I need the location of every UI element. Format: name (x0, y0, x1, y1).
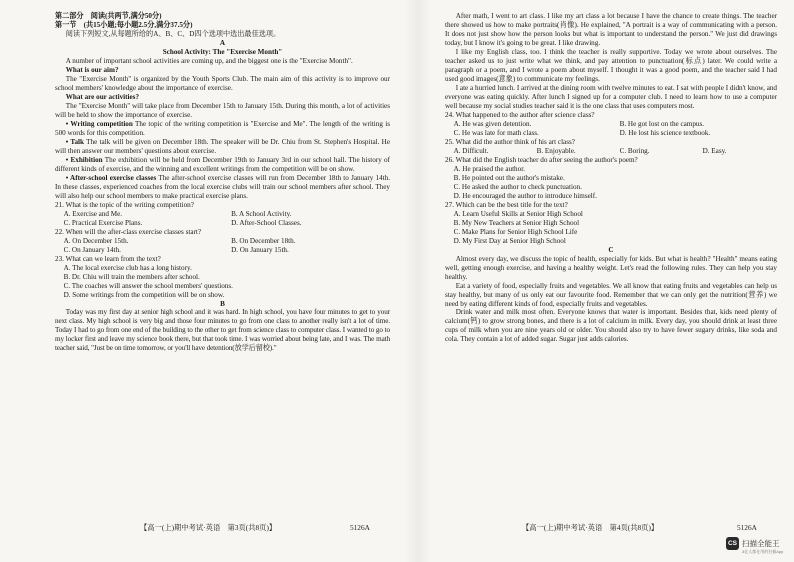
activity-text: The topic of the writing competition is "Exercise and Me". The length of the writing is 500 words for this competition. (55, 119, 390, 137)
passage-c-label: C (608, 245, 614, 254)
page-code-left: 5126A (350, 523, 370, 532)
paragraph: I like my English class, too. I think the teacher is really supportive. Today we wrote about ourselves. The teacher asked us to just write what we think, and pay attention to punctuation(标点) later. We could write a paragraph or a poem, and I wrote a poem about myself. I thought it was a good poem, and the teacher said I had used good images(意象) to communicate my feelings. (445, 47, 777, 83)
paragraph: Today was my first day at senior high school and it was hard. In high school, you have four minutes to get to your next class. My high school is very big and those four minutes to go from one class to another really isn't a lot of time. Today I had to go from one end of the building to the other to get from science class to computer class. I wanted to go to my locker first and leave my science book there, but that took time. I was worried about being late, and I was. The math teacher said, "Just be on time tomorrow, or you'll have detention(放学后留校)." (55, 308, 390, 353)
option: A. He was given detention. (453, 119, 532, 128)
option: B. My New Teachers at Senior High School (453, 218, 580, 227)
question-24: 24. What happened to the author after science class? (445, 110, 595, 119)
option: D. On January 15th. (231, 245, 289, 254)
option: D. He lost his science textbook. (619, 128, 711, 137)
option: C. Boring. (619, 146, 650, 155)
option: B. Dr. Chiu will train the members after school. (63, 272, 200, 281)
question-22-options (55, 237, 390, 255)
option: A. On December 15th. (63, 236, 129, 245)
option: A. The local exercise club has a long history. (63, 263, 192, 272)
page-footer-right: 【高一(上)期中考试·英语 第4页(共8页)】 (522, 523, 659, 532)
option: C. The coaches will answer the school members' questions. (63, 281, 233, 290)
option: B. He pointed out the author's mistake. (453, 173, 565, 182)
option: C. He was late for math class. (453, 128, 539, 137)
passage-b-label: B (220, 299, 225, 308)
activity-label: • Writing competition (65, 119, 133, 128)
activity-label: • Talk (65, 137, 84, 146)
option: B. He got lost on the campus. (619, 119, 705, 128)
activity-item (55, 138, 390, 156)
option: C. Make Plans for Senior High School Life (453, 227, 578, 236)
page-gutter (405, 0, 431, 562)
paragraph: I ate a hurried lunch. I arrived at the dining room with twelve minutes to eat. I sat with people I didn't know, and everyone was eating quickly. After lunch I signed up for a computer club. I need to learn how to use a computer well because my social studies teacher said it is the one class that uses computers most. (445, 83, 777, 110)
passage-a-label: A (219, 38, 226, 47)
option: D. Easy. (702, 146, 727, 155)
paragraph: Almost every day, we discuss the topic of health, especially for kids. But what is health? "Health" means eating well, getting enough exercise, and having a healthy weight. Let's read the following rules. They can help you stay healthy. (445, 254, 777, 281)
page-footer-left: 【高一(上)期中考试·英语 第3页(共8页)】 (140, 523, 277, 532)
scanner-name: 扫描全能王 (742, 539, 780, 548)
question-21-options (55, 210, 390, 228)
option: C. On January 14th. (63, 245, 121, 254)
option: C. He asked the author to check punctuation. (453, 182, 582, 191)
question-24-options (445, 120, 777, 138)
activity-text: The exhibition will be held from December 19th to January 3rd in our school hall. The history of different kinds of exercise, and the winning and excellent writings from the competition will be on show. (55, 155, 391, 173)
paragraph: Drink water and milk most often. Everyone knows that water is important. Besides that, kids need plenty of calcium(钙) to grow strong bones, and there is a lot of calcium in milk. Every day, you should drink at least three cups of milk when you are nine years old or older. You should also try to have fewer sugary drinks, like soda and cola. They contain a lot of added sugar. Sugar just adds calories. (445, 308, 777, 344)
option: A. Difficult. (453, 146, 489, 155)
subheading: What are our activities? (65, 92, 140, 101)
question-22: 22. When will the after-class exercise classes start? (55, 227, 202, 236)
paragraph: A number of important school activities are coming up, and the biggest one is the "Exercise Month". (65, 56, 353, 65)
scanner-logo-icon: CS (726, 537, 739, 550)
option: B. Enjoyable. (536, 146, 576, 155)
paragraph: The "Exercise Month" will take place from December 15th to January 15th. During this month, a lot of activities will be held to show the importance of exercise. (55, 101, 390, 119)
activity-item (55, 120, 390, 138)
activity-text: The talk will be given on December 18th. The speaker will be Dr. Chiu from St. Stephen's Hospital. He will then answer our members' questions about exercise. (55, 137, 390, 155)
question-25-options (445, 147, 777, 156)
option: B. On December 18th. (231, 236, 296, 245)
paragraph: After math, I went to art class. I like my art class a lot because I have the chance to create things. The teacher there showed us how to make portraits(肖像). He explained, "A portrait is a way of communicating with a person. It does not just show how the person looks but what is important to understand the person." We just did drawings today, but I know it's going to be great. I like drawing. (445, 12, 777, 47)
question-25: 25. What did the author think of his art class? (445, 137, 575, 146)
activity-label: • Exhibition (65, 155, 103, 164)
page-right (445, 12, 777, 344)
option: D. After-School Classes. (231, 218, 302, 227)
page-left (55, 12, 390, 353)
activity-item (55, 174, 390, 201)
page-code-right: 5126A (737, 523, 757, 532)
subheading: What is our aim? (65, 65, 119, 74)
question-23: 23. What can we learn from the text? (55, 254, 161, 263)
instruction: 阅读下列短文,从每题所给的A、B、C、D四个选项中选出最佳选项。 (65, 29, 281, 38)
scanner-tagline: 3亿人都在用的扫描App (742, 549, 784, 554)
passage-a-title: School Activity: The "Exercise Month" (162, 47, 283, 56)
option: B. A School Activity. (231, 209, 292, 218)
scanner-watermark (726, 536, 792, 560)
option: D. My First Day at Senior High School (453, 236, 566, 245)
option: C. Practical Exercise Plans. (63, 218, 143, 227)
question-26: 26. What did the English teacher do after seeing the author's poem? (445, 155, 638, 164)
activity-label: • After-school exercise classes (65, 173, 157, 182)
question-21: 21. What is the topic of the writing competition? (55, 200, 194, 209)
activity-item (55, 156, 390, 174)
option: A. Learn Useful Skills at Senior High School (453, 209, 583, 218)
activity-text: The after-school exercise classes will run from December 18th to January 14th. In these classes, experienced coaches from the local exercise clubs will train our school members after school. They will also help our school members to make practical exercise plans. (55, 173, 390, 200)
section-header: 第二部分 阅读(共两节,满分50分) (55, 12, 162, 20)
option: A. He praised the author. (453, 164, 525, 173)
option: D. He encouraged the author to introduce himself. (453, 191, 597, 200)
option: D. Some writings from the competition will be on show. (63, 290, 225, 299)
option: A. Exercise and Me. (63, 209, 123, 218)
subsection-header: 第一节 (共15小题;每小题2.5分,满分37.5分) (55, 20, 193, 29)
paragraph: Eat a variety of food, especially fruits and vegetables. We all know that eating fruits and vegetables can help us stay healthy, but many of us only eat our favourite food. Remember that we can only get the nutrition(营养) we need by eating different kinds of food, especially fruits and vegetables. (445, 281, 777, 308)
paragraph: The "Exercise Month" is organized by the Youth Sports Club. The main aim of this activity is to improve our school members' knowledge about the importance of exercise. (55, 74, 390, 92)
question-27: 27. Which can be the best title for the text? (445, 200, 568, 209)
